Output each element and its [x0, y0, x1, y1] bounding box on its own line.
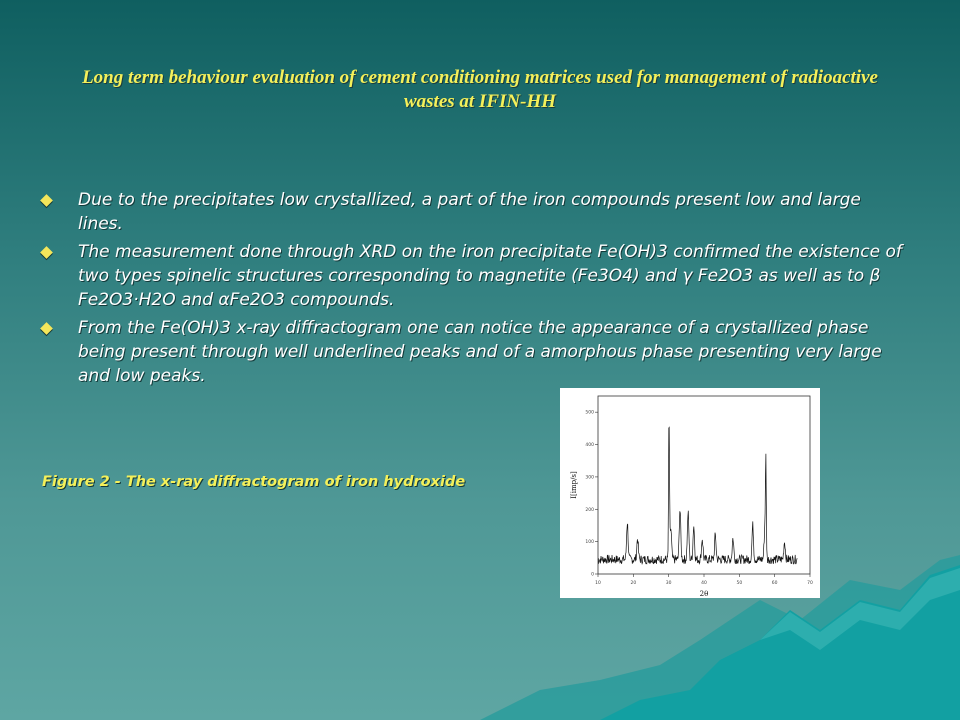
bullet-list — [40, 188, 910, 392]
diamond-bullet-icon — [40, 194, 53, 207]
bullet-item — [40, 316, 910, 388]
x-tick-label: 20 — [630, 581, 637, 586]
bullet-text: Due to the precipitates low crystallized, a part of the iron compounds present low and large lines. — [78, 190, 861, 234]
x-tick-label: 30 — [665, 581, 672, 586]
x-axis-label: 2θ — [699, 590, 709, 598]
diamond-bullet-icon — [40, 322, 53, 335]
y-tick-label: 100 — [585, 540, 594, 546]
x-tick-label: 60 — [771, 581, 778, 586]
figure-caption: Figure 2 - The x-ray diffractogram of iron hydroxide — [42, 474, 466, 490]
y-tick-label: 300 — [585, 475, 594, 481]
y-tick-label: 400 — [585, 443, 594, 449]
x-tick-label: 40 — [701, 581, 707, 586]
x-tick-label: 70 — [807, 581, 813, 586]
bullet-item — [40, 240, 910, 312]
bullet-text: From the Fe(OH)3 x-ray diffractogram one can notice the appearance of a crystallized phase being present through well underlined peaks and of a amorphous phase presenting very large and low peaks. — [78, 318, 882, 386]
chart-background — [560, 388, 820, 598]
y-axis-label: I[imp/s] — [570, 471, 578, 499]
diffractogram-chart — [560, 388, 820, 598]
diffractogram-svg — [560, 388, 820, 598]
bullet-text: The measurement done through XRD on the iron precipitate Fe(OH)3 confirmed the existence of two types spinelic structures corresponding to magnetite (Fe3O4) and γ Fe2O3 as well as to β Fe2O3·H2O and αFe2O3 compounds. — [78, 242, 902, 310]
y-tick-label: 0 — [591, 572, 594, 578]
y-tick-label: 500 — [585, 410, 594, 416]
slide-title: Long term behaviour evaluation of cement conditioning matrices used for management of radioactive wastes at IFIN-HH — [82, 67, 878, 112]
x-tick-label: 10 — [595, 581, 601, 586]
bullet-item — [40, 188, 910, 236]
x-tick-label: 50 — [736, 581, 743, 586]
diamond-bullet-icon — [40, 246, 53, 259]
y-tick-label: 200 — [585, 507, 594, 513]
